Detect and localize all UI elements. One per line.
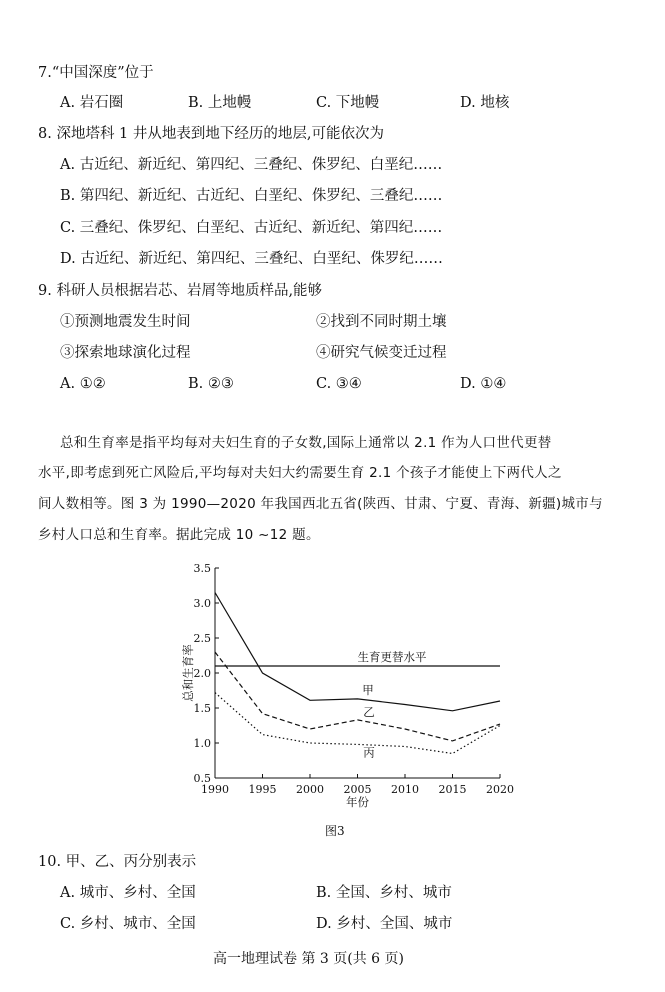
q7-option-b[interactable]: B. 上地幔 (188, 95, 252, 111)
figure-caption: 图3 (325, 824, 345, 838)
x-tick-label: 2010 (391, 783, 419, 796)
q7-option-d[interactable]: D. 地核 (460, 95, 510, 111)
y-tick-label: 2.5 (193, 632, 211, 645)
q8-stem: 8. 深地塔科 1 井从地表到地下经历的地层,可能依次为 (38, 126, 384, 142)
q9-option-a[interactable]: A. ①② (60, 376, 106, 392)
y-axis-label: 总和生育率 (181, 644, 195, 702)
q9-option-d[interactable]: D. ①④ (460, 376, 507, 392)
replacement-level-label: 生育更替水平 (357, 650, 427, 664)
series-label-2: 乙 (363, 704, 375, 719)
y-tick-label: 1.5 (193, 702, 211, 715)
q7-stem: 7.“中国深度”位于 (38, 65, 154, 81)
x-tick-label: 2000 (296, 783, 324, 796)
y-tick-label: 0.5 (193, 772, 211, 785)
x-tick-label: 1995 (248, 783, 277, 796)
passage-line-2: 水平,即考虑到死亡风险后,平均每对夫妇大约需要生育 2.1 个孩子才能使上下两代人之 (38, 465, 562, 481)
y-tick-label: 2.0 (193, 667, 211, 680)
series-line-3 (215, 693, 500, 754)
passage-line-4: 乡村人口总和生育率。据此完成 10 ~12 题。 (38, 527, 320, 543)
q9-item-4: ④研究气候变迁过程 (316, 345, 447, 361)
y-tick-label: 3.0 (193, 597, 211, 610)
x-axis-label: 年份 (346, 795, 369, 809)
q8-option-d[interactable]: D. 古近纪、新近纪、第四纪、三叠纪、白垩纪、侏罗纪…… (60, 251, 443, 267)
q9-option-c[interactable]: C. ③④ (316, 376, 362, 392)
q9-item-1: ①预测地震发生时间 (60, 314, 191, 330)
passage-line-3: 间人数相等。图 3 为 1990—2020 年我国西北五省(陕西、甘肃、宁夏、青海、新疆)城市与 (38, 496, 603, 512)
x-tick-label: 2020 (486, 783, 514, 796)
q8-option-b[interactable]: B. 第四纪、新近纪、古近纪、白垩纪、侏罗纪、三叠纪…… (60, 188, 443, 204)
x-tick-label: 2005 (343, 783, 372, 796)
q9-item-3: ③探索地球演化过程 (60, 345, 191, 361)
page-footer: 高一地理试卷 第 3 页(共 6 页) (213, 951, 404, 967)
q10-option-a[interactable]: A. 城市、乡村、全国 (60, 885, 196, 901)
x-tick-label: 1990 (201, 783, 229, 796)
y-tick-label: 1.0 (193, 737, 211, 750)
q10-option-c[interactable]: C. 乡村、城市、全国 (60, 916, 196, 932)
q8-option-c[interactable]: C. 三叠纪、侏罗纪、白垩纪、古近纪、新近纪、第四纪…… (60, 220, 443, 236)
x-tick-label: 2015 (438, 783, 467, 796)
q10-stem: 10. 甲、乙、丙分别表示 (38, 854, 197, 870)
q7-option-c[interactable]: C. 下地幔 (316, 95, 380, 111)
q9-stem: 9. 科研人员根据岩芯、岩屑等地质样品,能够 (38, 283, 323, 299)
series-label-3: 丙 (363, 745, 375, 760)
q9-item-2: ②找到不同时期土壤 (316, 314, 447, 330)
y-tick-label: 3.5 (193, 562, 211, 575)
series-label-1: 甲 (362, 682, 374, 697)
q9-option-b[interactable]: B. ②③ (188, 376, 234, 392)
fertility-rate-chart (170, 560, 514, 820)
q8-option-a[interactable]: A. 古近纪、新近纪、第四纪、三叠纪、侏罗纪、白垩纪…… (60, 157, 443, 173)
q10-option-b[interactable]: B. 全国、乡村、城市 (316, 885, 452, 901)
q7-option-a[interactable]: A. 岩石圈 (60, 95, 124, 111)
q10-option-d[interactable]: D. 乡村、全国、城市 (316, 916, 453, 932)
passage-line-1: 总和生育率是指平均每对夫妇生育的子女数,国际上通常以 2.1 作为人口世代更替 (60, 435, 552, 451)
